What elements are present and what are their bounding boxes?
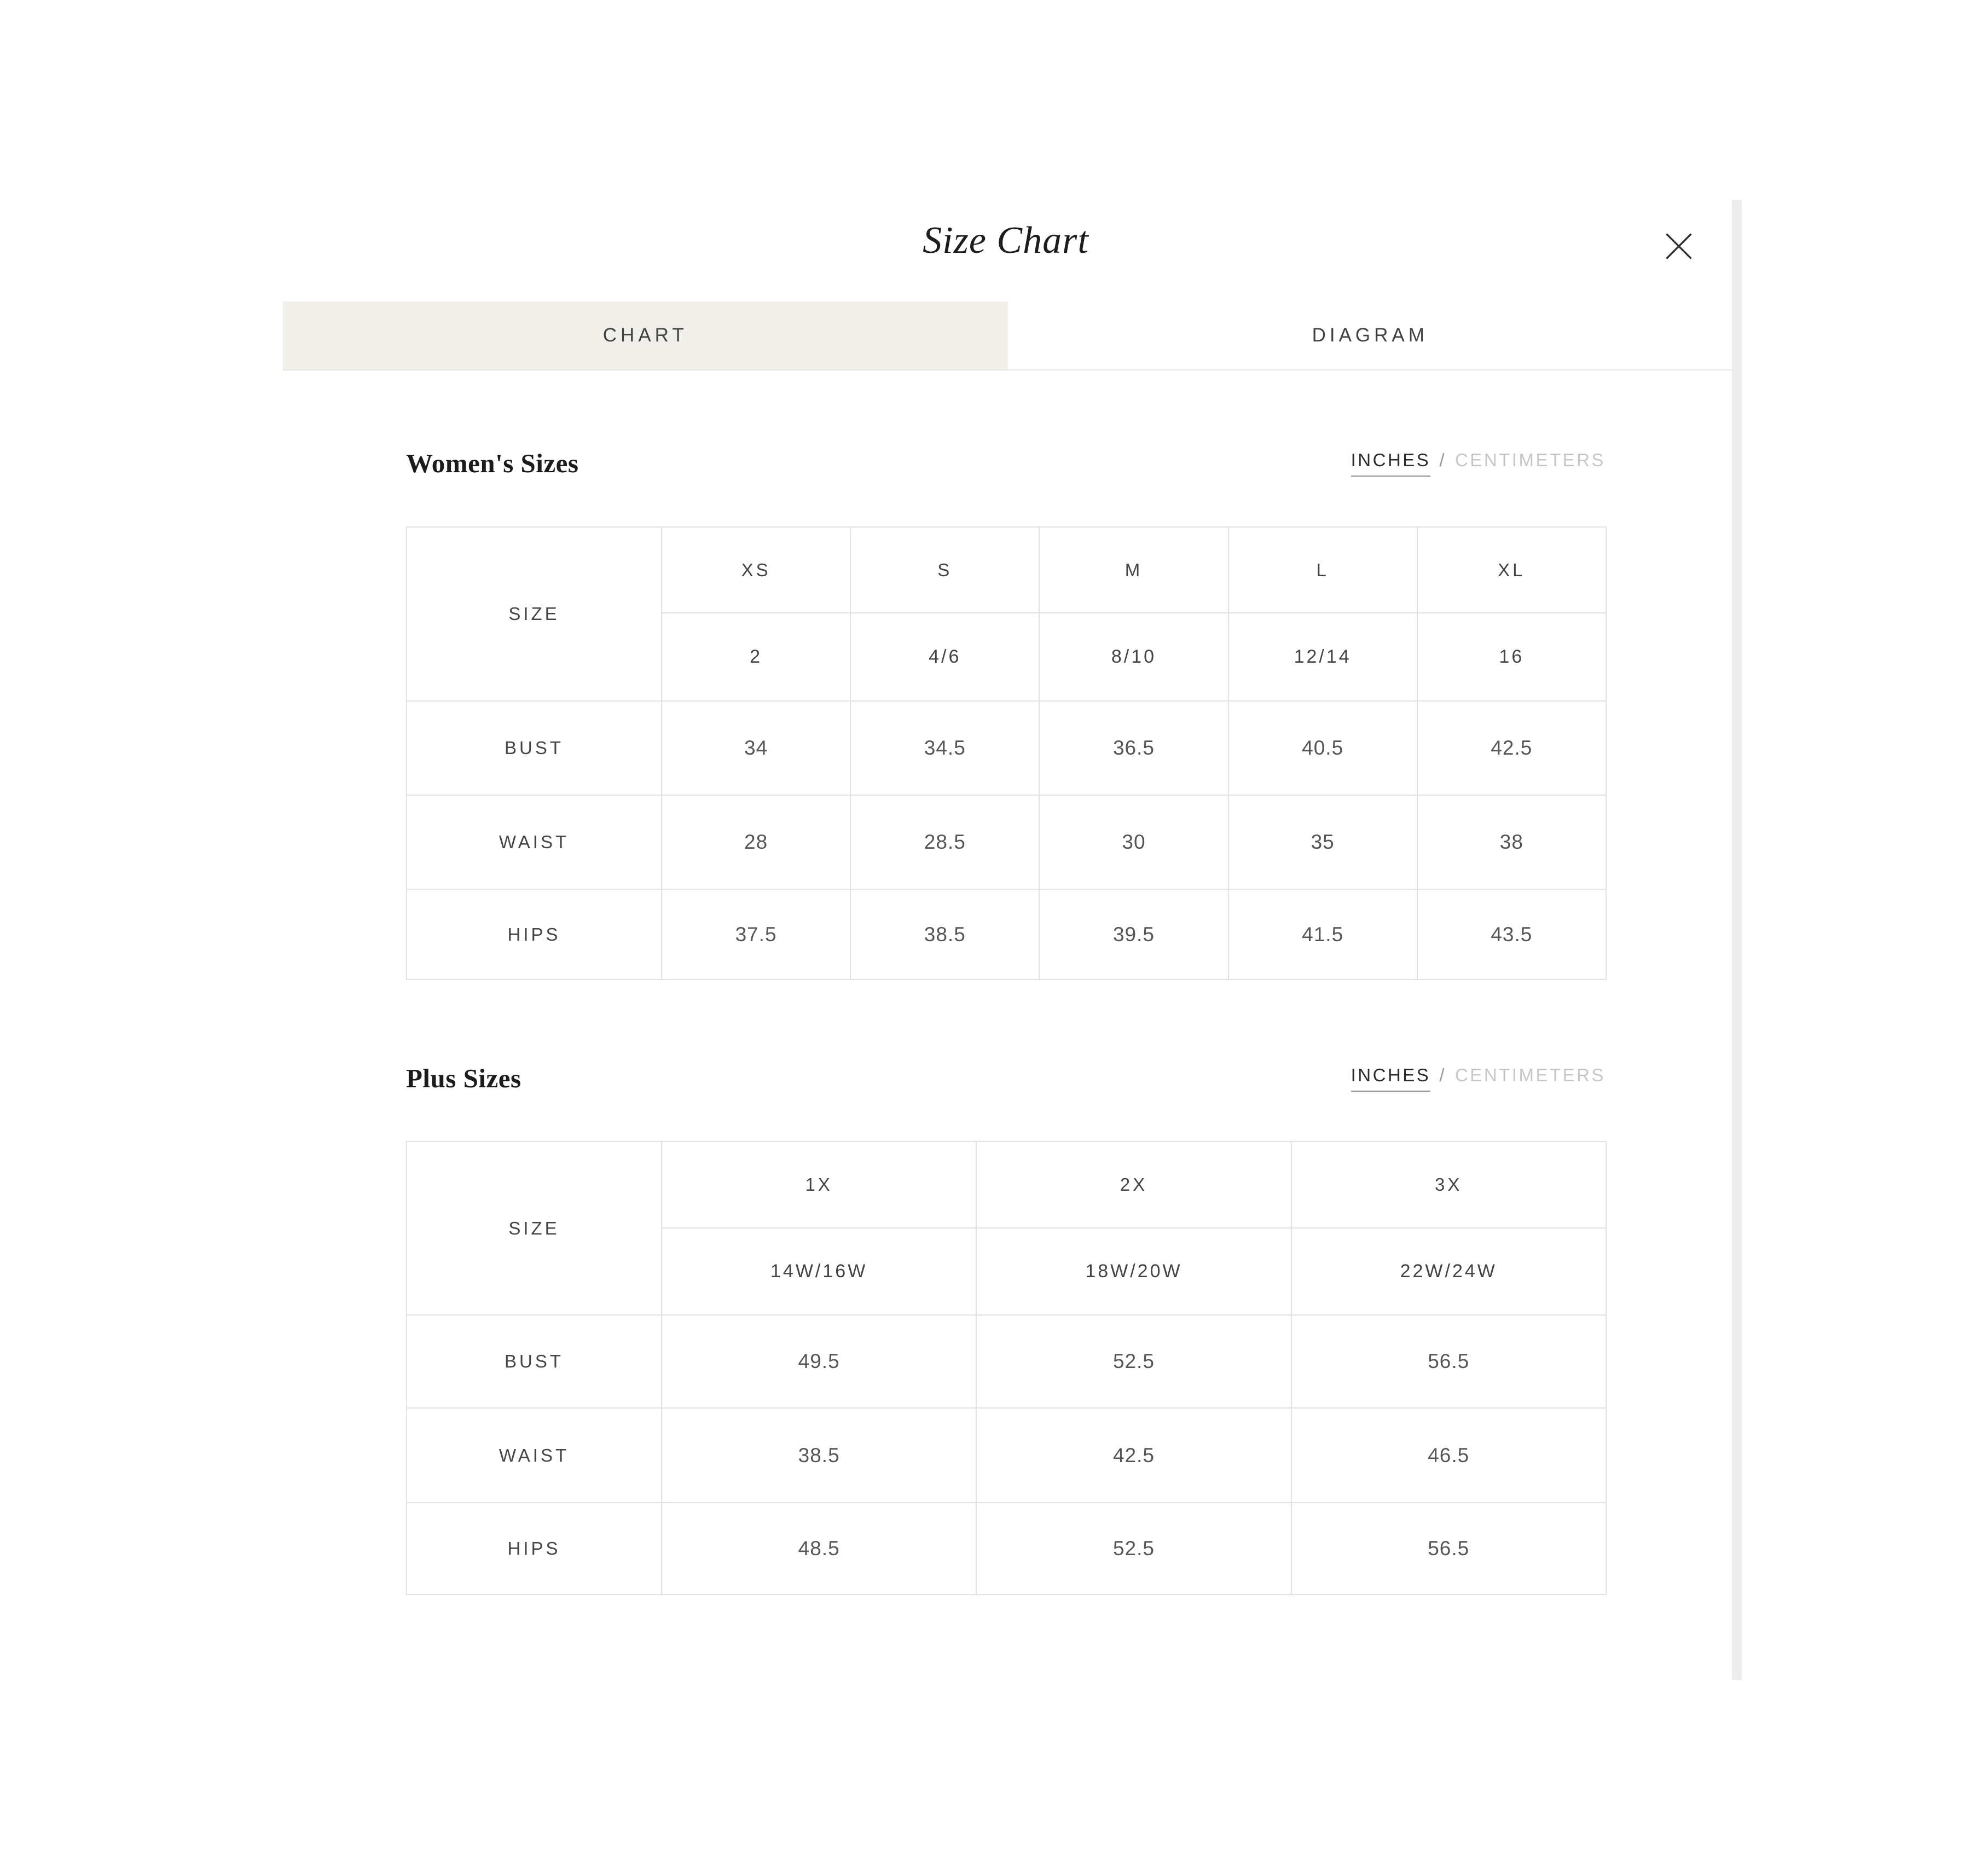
table-row bbox=[407, 1503, 1606, 1595]
measurement-cell: 42.5 bbox=[976, 1408, 1291, 1503]
measurement-cell: 38.5 bbox=[662, 1408, 976, 1503]
centimeters-toggle[interactable]: CENTIMETERS bbox=[1454, 449, 1606, 470]
bust-row-label: BUST bbox=[407, 701, 662, 795]
unit-separator: / bbox=[1439, 1064, 1446, 1085]
table-row bbox=[407, 1315, 1606, 1408]
table-row bbox=[407, 1142, 1606, 1228]
waist-row-label: WAIST bbox=[407, 795, 662, 889]
plus-sizes-header bbox=[406, 1055, 1606, 1101]
size-number-cell: 14W/16W bbox=[662, 1228, 976, 1315]
measurement-cell: 34 bbox=[662, 701, 850, 795]
measurement-cell: 37.5 bbox=[662, 889, 850, 980]
measurement-cell: 28 bbox=[662, 795, 850, 889]
modal-title: Size Chart bbox=[923, 219, 1089, 262]
tab-bar bbox=[283, 302, 1732, 370]
tab-diagram[interactable]: DIAGRAM bbox=[1008, 302, 1733, 369]
size-number-cell: 18W/20W bbox=[976, 1228, 1291, 1315]
size-number-cell: 2 bbox=[662, 613, 850, 701]
modal-scrollbar[interactable] bbox=[1732, 200, 1742, 1680]
measurement-cell: 56.5 bbox=[1291, 1503, 1606, 1595]
size-label-cell: 1X bbox=[662, 1142, 976, 1228]
measurement-cell: 35 bbox=[1228, 795, 1417, 889]
inches-toggle[interactable]: INCHES bbox=[1351, 450, 1431, 477]
size-label-cell: S bbox=[850, 527, 1039, 613]
measurement-cell: 49.5 bbox=[662, 1315, 976, 1408]
close-button[interactable] bbox=[1657, 224, 1701, 268]
size-corner-label: SIZE bbox=[407, 1142, 662, 1315]
size-number-cell: 12/14 bbox=[1228, 613, 1417, 701]
womens-sizes-header bbox=[406, 440, 1606, 486]
size-label-cell: M bbox=[1039, 527, 1228, 613]
table-row bbox=[407, 701, 1606, 795]
measurement-cell: 56.5 bbox=[1291, 1315, 1606, 1408]
table-row bbox=[407, 889, 1606, 980]
unit-separator: / bbox=[1439, 449, 1446, 470]
plus-size-table bbox=[406, 1141, 1607, 1595]
size-number-cell: 4/6 bbox=[850, 613, 1039, 701]
measurement-cell: 41.5 bbox=[1228, 889, 1417, 980]
measurement-cell: 40.5 bbox=[1228, 701, 1417, 795]
measurement-cell: 42.5 bbox=[1417, 701, 1606, 795]
size-number-cell: 22W/24W bbox=[1291, 1228, 1606, 1315]
size-label-cell: 3X bbox=[1291, 1142, 1606, 1228]
measurement-cell: 43.5 bbox=[1417, 889, 1606, 980]
tab-chart[interactable]: CHART bbox=[283, 302, 1008, 369]
measurement-cell: 39.5 bbox=[1039, 889, 1228, 980]
size-label-cell: L bbox=[1228, 527, 1417, 613]
measurement-cell: 34.5 bbox=[850, 701, 1039, 795]
waist-row-label: WAIST bbox=[407, 1408, 662, 1503]
measurement-cell: 46.5 bbox=[1291, 1408, 1606, 1503]
measurement-cell: 48.5 bbox=[662, 1503, 976, 1595]
measurement-cell: 52.5 bbox=[976, 1315, 1291, 1408]
size-number-cell: 16 bbox=[1417, 613, 1606, 701]
measurement-cell: 28.5 bbox=[850, 795, 1039, 889]
womens-size-table bbox=[406, 526, 1607, 980]
size-corner-label: SIZE bbox=[407, 527, 662, 701]
table-row bbox=[407, 795, 1606, 889]
womens-unit-toggle bbox=[1351, 450, 1606, 477]
bust-row-label: BUST bbox=[407, 1315, 662, 1408]
size-label-cell: XS bbox=[662, 527, 850, 613]
measurement-cell: 38.5 bbox=[850, 889, 1039, 980]
measurement-cell: 38 bbox=[1417, 795, 1606, 889]
womens-sizes-heading: Women's Sizes bbox=[406, 448, 579, 478]
measurement-cell: 52.5 bbox=[976, 1503, 1291, 1595]
plus-sizes-heading: Plus Sizes bbox=[406, 1063, 521, 1093]
size-number-cell: 8/10 bbox=[1039, 613, 1228, 701]
close-icon bbox=[1661, 228, 1697, 264]
measurement-cell: 30 bbox=[1039, 795, 1228, 889]
measurement-cell: 36.5 bbox=[1039, 701, 1228, 795]
hips-row-label: HIPS bbox=[407, 1503, 662, 1595]
plus-unit-toggle bbox=[1351, 1065, 1606, 1092]
size-label-cell: XL bbox=[1417, 527, 1606, 613]
size-label-cell: 2X bbox=[976, 1142, 1291, 1228]
table-row bbox=[407, 527, 1606, 613]
centimeters-toggle[interactable]: CENTIMETERS bbox=[1454, 1064, 1606, 1085]
table-row bbox=[407, 1408, 1606, 1503]
hips-row-label: HIPS bbox=[407, 889, 662, 980]
inches-toggle[interactable]: INCHES bbox=[1351, 1065, 1431, 1092]
